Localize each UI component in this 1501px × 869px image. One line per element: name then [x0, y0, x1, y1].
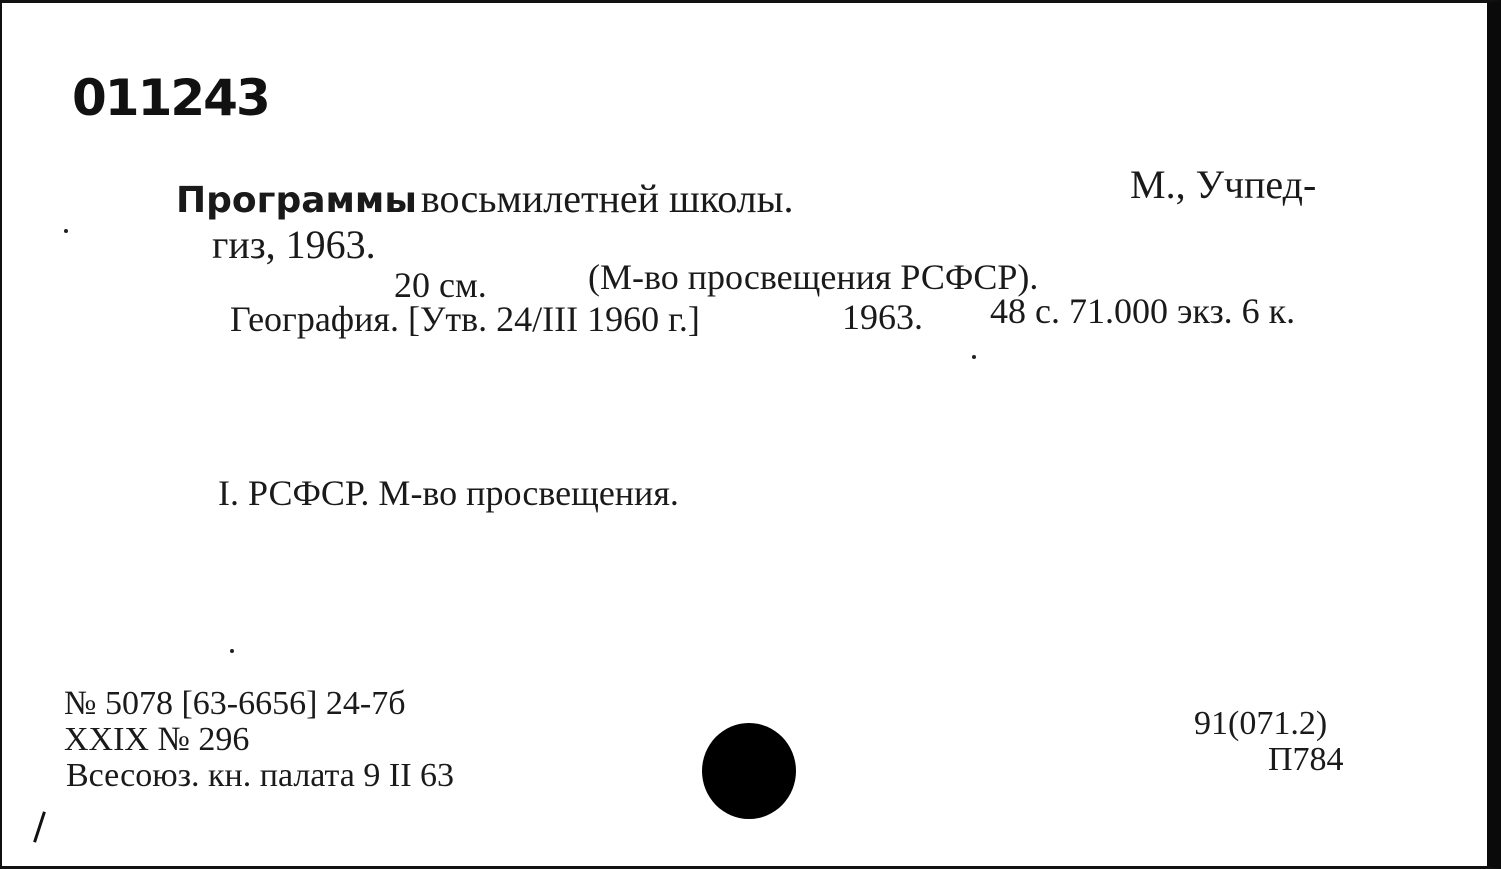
publisher-line-1: М., Учпед-	[1130, 162, 1317, 207]
part-year: 1963.	[842, 297, 923, 337]
speck-2	[972, 355, 976, 359]
record-number: № 5078 [63-6656] 24-7б	[64, 685, 406, 722]
title-bold: Программы	[176, 180, 417, 221]
punch-hole	[702, 723, 796, 819]
inventory-number: 011243	[72, 69, 269, 127]
cutter-number: П784	[1268, 741, 1344, 778]
speck-3	[230, 649, 234, 653]
publisher-line-2: гиз, 1963.	[212, 222, 376, 267]
added-entry: I. РСФСР. М-во просвещения.	[218, 473, 679, 513]
pencil-mark	[33, 811, 46, 842]
classification-index: 91(071.2)	[1194, 705, 1328, 742]
title-rest: восьмилетней школы.	[420, 176, 794, 221]
speck-1	[64, 229, 68, 233]
issuer-line: (М-во просвещения РСФСР).	[588, 257, 1039, 297]
size-line: 20 см.	[394, 265, 487, 305]
part-line: География. [Утв. 24/III 1960 г.]	[230, 299, 700, 339]
series-number: XXIX № 296	[64, 721, 250, 758]
book-chamber-line: Всесоюз. кн. палата 9 II 63	[66, 757, 455, 794]
title-line	[176, 176, 794, 221]
part-extent: 48 с. 71.000 экз. 6 к.	[990, 291, 1296, 331]
